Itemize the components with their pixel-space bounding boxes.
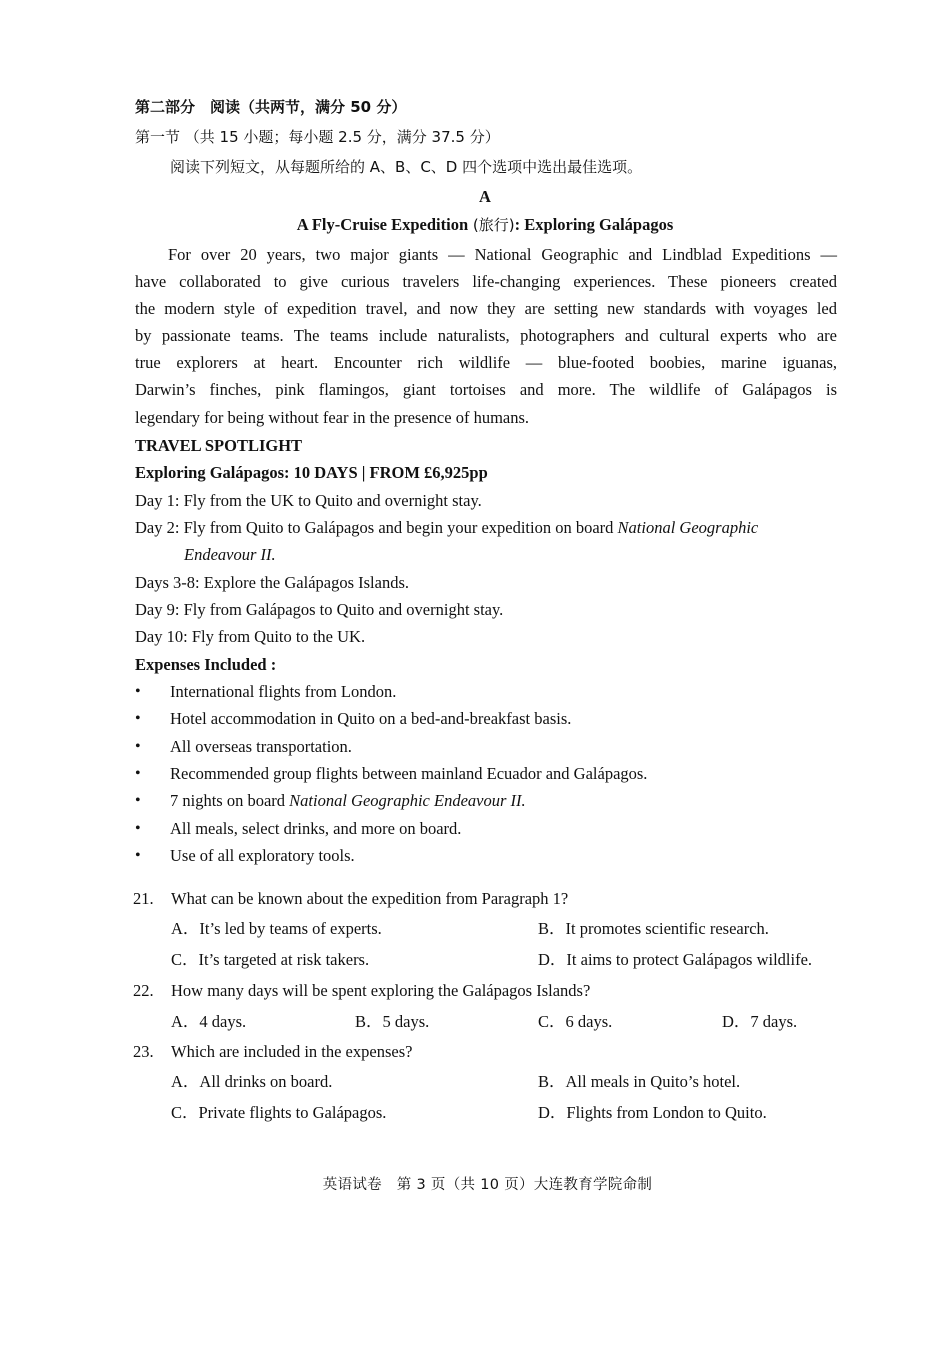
option-b: B．It promotes scientific research. (538, 919, 769, 938)
paragraph-line: true explorers at heart. Encounter rich wildlife — blue-footed boobies, marine iguanas, (135, 353, 837, 372)
paragraph-line: by passionate teams. The teams include naturalists, photographers and cultural experts who are (135, 326, 837, 345)
expense-item: Hotel accommodation in Quito on a bed-and-breakfast basis. (170, 709, 572, 728)
paragraph-line: For over 20 years, two major giants — National Geographic and Lindblad Expeditions — (168, 245, 837, 264)
question-text: Which are included in the expenses? (171, 1042, 413, 1061)
bullet-icon: • (135, 820, 141, 837)
itinerary-day-2 (135, 518, 758, 538)
expenses-heading: Expenses Included : (135, 655, 277, 674)
option-a: A．4 days. (171, 1012, 247, 1031)
bullet-icon: • (135, 847, 141, 864)
expense-item: Recommended group flights between mainland Ecuador and Galápagos. (170, 764, 648, 783)
passage-title-cn: (旅行) (468, 216, 515, 234)
ship-name-cont: Endeavour II. (184, 545, 276, 564)
expense-item: Use of all exploratory tools. (170, 846, 355, 865)
passage-title (0, 215, 950, 235)
page-footer: 英语试卷 第 3 页（共 10 页）大连教育学院命制 (322, 1177, 653, 1193)
passage-letter: A (479, 187, 491, 206)
option-d: D．7 days. (722, 1012, 798, 1031)
paragraph-line: legendary for being without fear in the presence of humans. (135, 408, 530, 427)
passage-title-part-a: A Fly-Cruise Expedition (296, 215, 469, 234)
passage-title-part-b: : Exploring Galápagos (514, 215, 674, 234)
option-c: C．Private flights to Galápagos. (171, 1103, 387, 1122)
option-d: D．It aims to protect Galápagos wildlife. (538, 950, 813, 969)
option-a: A．All drinks on board. (171, 1072, 333, 1091)
option-b: B．5 days. (355, 1012, 430, 1031)
question-number: 21. (133, 889, 154, 908)
question-text: How many days will be spent exploring the Galápagos Islands? (171, 981, 591, 1000)
bullet-icon: • (135, 683, 141, 700)
ship-name: National Geographic Endeavour II. (289, 791, 526, 810)
itinerary-day-2-text: Day 2: Fly from Quito to Galápagos and begin your expedition on board (135, 518, 618, 537)
expense-item: All meals, select drinks, and more on board. (170, 819, 462, 838)
itinerary-day-2-cont (184, 545, 276, 565)
spotlight-heading: TRAVEL SPOTLIGHT (135, 436, 303, 455)
paragraph-line: the modern style of expedition travel, and now they are setting new standards with voyages led (135, 299, 837, 318)
itinerary-day-1: Day 1: Fly from the UK to Quito and overnight stay. (135, 491, 482, 510)
ship-name: National Geographic (617, 518, 759, 537)
expense-item-text: 7 nights on board (170, 791, 290, 810)
option-c: C．It’s targeted at risk takers. (171, 950, 370, 969)
bullet-icon: • (135, 710, 141, 727)
question-number: 23. (133, 1042, 154, 1061)
bullet-icon: • (135, 792, 141, 809)
option-c: C．6 days. (538, 1012, 613, 1031)
option-b: B．All meals in Quito’s hotel. (538, 1072, 741, 1091)
section-heading: 第一节 （共 15 小题；每小题 2.5 分，满分 37.5 分） (135, 128, 500, 146)
part-heading: 第二部分 阅读（共两节，满分 50 分） (135, 98, 407, 116)
itinerary-day-10: Day 10: Fly from Quito to the UK. (135, 627, 366, 646)
expense-item (170, 791, 526, 811)
trip-heading: Exploring Galápagos: 10 DAYS | FROM £6,925pp (135, 463, 488, 482)
itinerary-days-3-8: Days 3-8: Explore the Galápagos Islands. (135, 573, 410, 592)
option-a: A．It’s led by teams of experts. (171, 919, 382, 938)
instruction: 阅读下列短文，从每题所给的 A、B、C、D 四个选项中选出最佳选项。 (170, 158, 643, 176)
paragraph-line: Darwin’s finches, pink flamingos, giant tortoises and more. The wildlife of Galápagos is (135, 380, 837, 399)
bullet-icon: • (135, 738, 141, 755)
expense-item: All overseas transportation. (170, 737, 352, 756)
bullet-icon: • (135, 765, 141, 782)
option-d: D．Flights from London to Quito. (538, 1103, 767, 1122)
expense-item: International flights from London. (170, 682, 397, 701)
itinerary-day-9: Day 9: Fly from Galápagos to Quito and overnight stay. (135, 600, 504, 619)
paragraph-line: have collaborated to give curious travelers life-changing experiences. These pioneers created (135, 272, 837, 291)
question-number: 22. (133, 981, 154, 1000)
question-text: What can be known about the expedition from Paragraph 1? (171, 889, 569, 908)
